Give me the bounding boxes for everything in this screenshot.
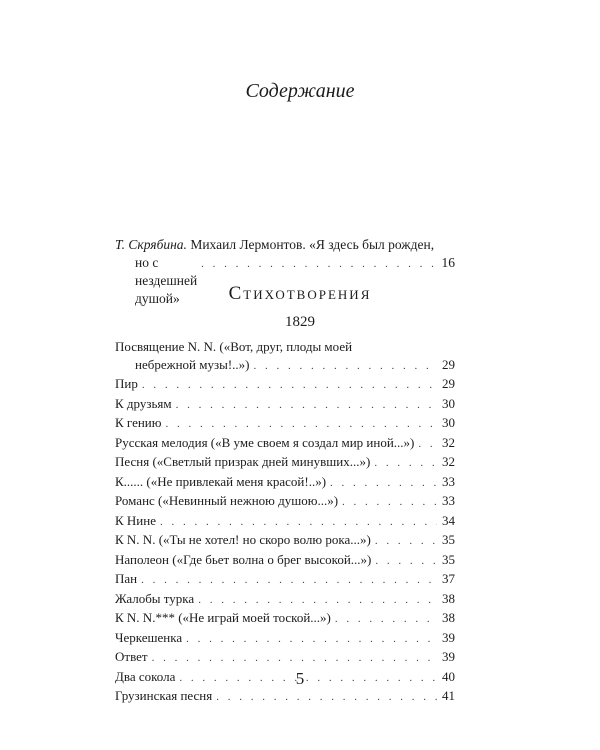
dot-leader: [152, 650, 437, 668]
page-number: 5: [295, 669, 305, 688]
toc-entry[interactable]: [115, 648, 455, 668]
dot-leader: [254, 358, 437, 376]
toc-entry-title: Черкешенка: [115, 629, 183, 645]
dot-leader: [176, 397, 437, 415]
toc-entry[interactable]: [115, 531, 455, 551]
toc-entry-page: 41: [442, 688, 455, 703]
toc-entry-page: 37: [442, 571, 455, 586]
toc-entry-page: 29: [442, 356, 455, 372]
toc-entry-page: 38: [442, 590, 455, 606]
toc-entry[interactable]: [115, 414, 455, 434]
toc-entry[interactable]: [115, 687, 455, 707]
dot-leader: [141, 572, 437, 590]
page-title: Содержание: [245, 80, 355, 102]
toc-entry-line2: небрежной музы!..»): [135, 356, 250, 372]
dot-leader: [198, 592, 437, 610]
toc-entry[interactable]: [115, 453, 455, 473]
dot-leader: [342, 494, 437, 512]
toc-entry-page: 30: [442, 415, 455, 430]
intro-page: 16: [441, 255, 455, 270]
toc-entry[interactable]: [115, 492, 455, 512]
toc-entry-line1: Посвящение N. N. («Вот, друг, плоды моей: [115, 339, 353, 354]
toc-entry[interactable]: [115, 551, 455, 571]
toc-entry[interactable]: [115, 434, 455, 454]
dot-leader: [201, 255, 437, 273]
toc-entry[interactable]: [115, 338, 455, 375]
toc-entry-title: Русская мелодия («В уме своем я создал мир иной...»): [115, 434, 415, 450]
toc-entry[interactable]: [115, 629, 455, 649]
toc-list: [115, 338, 455, 707]
toc-entry-title: К друзьям: [115, 395, 172, 411]
dot-leader: [142, 377, 437, 395]
toc-entry-title: К N. N. («Ты не хотел! но скоро волю рока...»): [115, 532, 371, 547]
dot-leader: [418, 436, 437, 454]
toc-entry-page: 33: [442, 493, 455, 508]
dot-leader: [160, 514, 437, 532]
toc-entry-page: 35: [442, 532, 455, 547]
toc-entry-page: 34: [442, 512, 455, 528]
toc-entry-page: 38: [442, 610, 455, 625]
toc-entry[interactable]: [115, 590, 455, 610]
toc-entry-page: 33: [442, 473, 455, 489]
dot-leader: [330, 475, 437, 493]
toc-entry[interactable]: [115, 395, 455, 415]
toc-entry-title: Грузинская песня: [115, 688, 213, 703]
toc-entry-title: Два сокола: [115, 668, 176, 684]
intro-text-line2: но с нездешней душой»: [135, 255, 198, 306]
toc-entry-title: Романс («Невинный нежною душою...»): [115, 493, 339, 508]
dot-leader: [216, 689, 437, 707]
toc-entry-title: К N. N.*** («Не играй моей тоской...»): [115, 610, 331, 625]
toc-entry-page: 32: [442, 454, 455, 469]
intro-text-line1: Михаил Лермонтов. «Я здесь был рожден,: [186, 237, 435, 252]
toc-entry[interactable]: [115, 512, 455, 532]
toc-entry-page: 35: [442, 551, 455, 567]
toc-entry-page: 40: [442, 668, 455, 684]
toc-entry-title: Пир: [115, 376, 138, 391]
toc-entry-title: К Нине: [115, 512, 156, 528]
dot-leader: [375, 553, 437, 571]
toc-entry-title: Наполеон («Где бьет волна о брег высокой...»): [115, 551, 372, 567]
toc-entry-page: 39: [442, 649, 455, 664]
toc-entry-page: 39: [442, 629, 455, 645]
intro-author: Т. Скрябина.: [115, 237, 187, 252]
toc-entry[interactable]: [115, 375, 455, 395]
toc-entry[interactable]: [115, 473, 455, 493]
toc-entry-title: К гению: [115, 415, 162, 430]
year-heading: 1829: [285, 314, 315, 330]
toc-entry-title: Песня («Светлый призрак дней минувших...»): [115, 454, 371, 469]
dot-leader: [375, 533, 437, 551]
toc-entry-title: Жалобы турка: [115, 590, 195, 606]
toc-entry[interactable]: [115, 570, 455, 590]
dot-leader: [165, 416, 437, 434]
section-title: Стихотворения: [228, 283, 372, 304]
toc-entry-page: 29: [442, 376, 455, 391]
intro-entry-line1: [115, 236, 455, 254]
toc-entry-title: Ответ: [115, 649, 148, 664]
toc-entry-title: Пан: [115, 571, 138, 586]
toc-entry-title: К...... («Не привлекай меня красой!..»): [115, 473, 327, 489]
toc-entry[interactable]: [115, 609, 455, 629]
dot-leader: [374, 455, 437, 473]
toc-entry-page: 30: [442, 395, 455, 411]
dot-leader: [186, 631, 437, 649]
dot-leader: [335, 611, 437, 629]
toc-entry-page: 32: [442, 434, 455, 450]
